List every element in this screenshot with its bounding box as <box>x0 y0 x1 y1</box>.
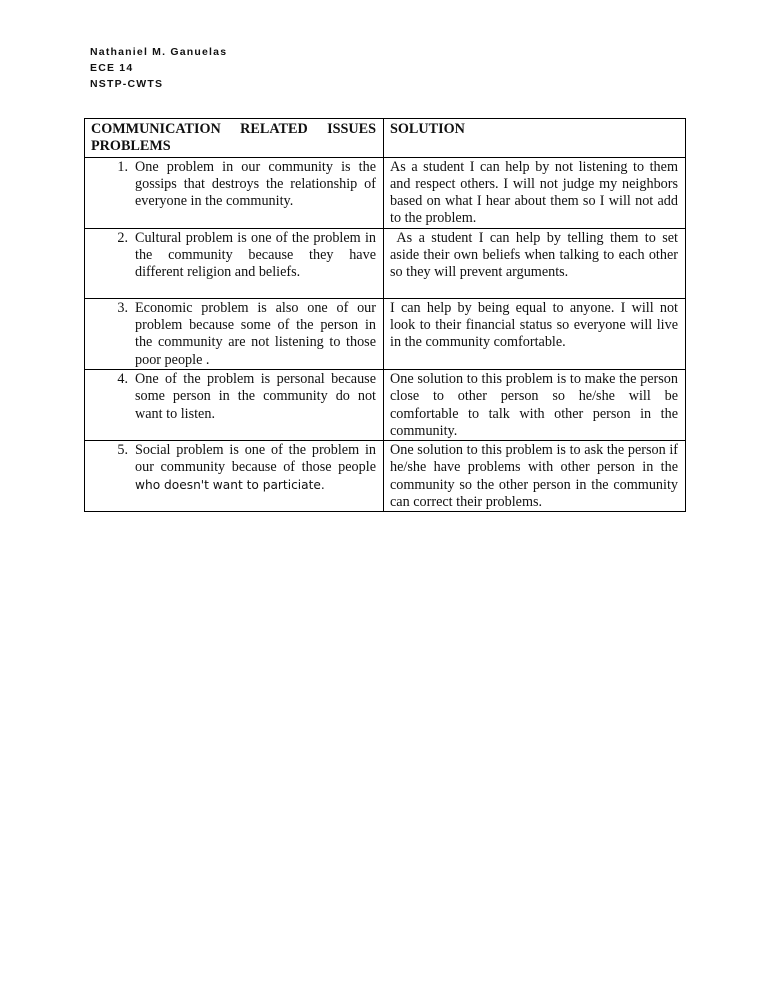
problem-cell <box>85 441 384 512</box>
course-code: ECE 14 <box>90 62 134 74</box>
solution-cell: As a student I can help by not listening to them and respect others. I will not judge my neighbors based on what I hear about them so I will not add to the problem. <box>384 157 686 228</box>
problem-text-tail: who doesn't want to particiate. <box>135 477 325 492</box>
problem-text: Cultural problem is one of the problem in the community because they have different religion and beliefs. <box>135 229 376 281</box>
solution-cell: As a student I can help by telling them to set aside their own beliefs when talking to each other so they will prevent arguments. <box>384 228 686 298</box>
table-row <box>85 441 686 512</box>
item-number: 3. <box>117 299 128 316</box>
solution-cell: One solution to this problem is to ask the person if he/she have problems with other person in the community so the other person in the community can correct their problems. <box>384 441 686 512</box>
problem-text: Social problem is one of the problem in our community because of those people <box>135 442 376 476</box>
item-number: 2. <box>117 229 128 246</box>
problem-text: Economic problem is also one of our problem because some of the person in the community are not listening to those poor people . <box>135 299 376 368</box>
table-header-row <box>85 119 686 158</box>
table-row <box>85 157 686 228</box>
document-header <box>90 44 227 92</box>
problem-text: One of the problem is personal because some person in the community do not want to listen. <box>135 370 376 422</box>
item-number: 5. <box>117 442 128 459</box>
problem-cell <box>85 369 384 440</box>
problem-text: One problem in our community is the gossips that destroys the relationship of everyone in the community. <box>135 158 376 210</box>
problem-cell <box>85 157 384 228</box>
item-number: 4. <box>117 370 128 387</box>
issues-solutions-table <box>84 118 686 512</box>
item-number: 1. <box>117 158 128 175</box>
subject-code: NSTP-CWTS <box>90 78 164 90</box>
table-row <box>85 369 686 440</box>
author-name: Nathaniel M. Ganuelas <box>90 46 228 58</box>
table-row <box>85 298 686 369</box>
problem-cell <box>85 298 384 369</box>
problem-cell <box>85 228 384 298</box>
problems-column-header: COMMUNICATION RELATED ISSUES PROBLEMS <box>85 119 384 158</box>
solution-cell: I can help by being equal to anyone. I will not look to their financial status so everyone will live in the community comfortable. <box>384 298 686 369</box>
table-row <box>85 228 686 298</box>
solution-column-header: SOLUTION <box>384 119 686 158</box>
solution-cell: One solution to this problem is to make the person close to other person so he/she will be comfortable to talk with other person in the community. <box>384 369 686 440</box>
problem-text-wrapper <box>135 442 376 494</box>
